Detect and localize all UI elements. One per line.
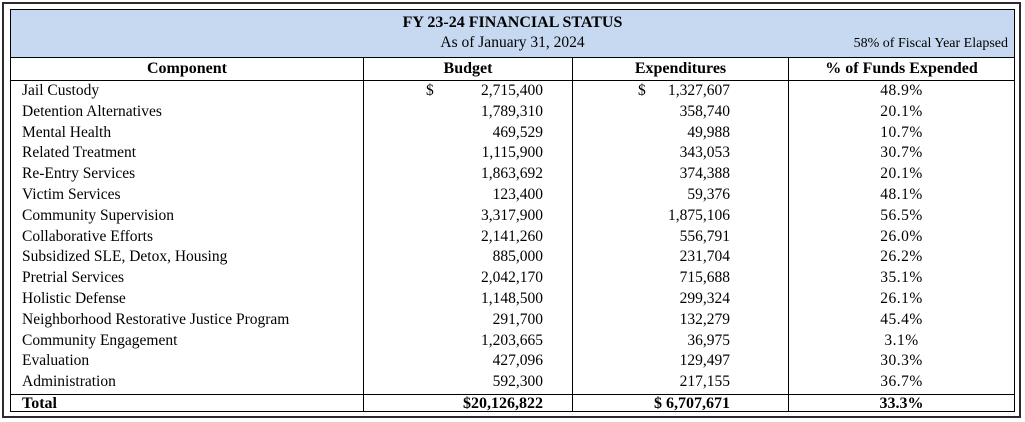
total-row	[11, 394, 1014, 413]
cell-pct-expended: 30.7%	[880, 144, 923, 162]
table-row	[11, 227, 1014, 248]
cell-component: Collaborative Efforts	[22, 227, 154, 245]
column-header-pct-expended: % of Funds Expended	[825, 60, 978, 77]
cell-component: Pretrial Services	[22, 269, 125, 287]
cell-expenditures: 1,327,607	[668, 82, 730, 99]
cell-component: Subsidized SLE, Detox, Housing	[22, 248, 228, 266]
table-row	[11, 247, 1014, 268]
total-expenditures: $ 6,707,671	[654, 395, 730, 412]
cell-expenditures: 374,388	[679, 165, 730, 183]
cell-budget: 123,400	[492, 185, 543, 203]
cell-pct-expended: 35.1%	[880, 269, 923, 287]
cell-pct-expended: 56.5%	[880, 206, 923, 224]
table-row	[11, 372, 1014, 393]
total-pct: 33.3%	[879, 395, 924, 412]
table-row	[11, 289, 1014, 310]
cell-expenditures: 231,704	[679, 248, 730, 266]
table-row	[11, 310, 1014, 331]
cell-expenditures: 129,497	[679, 352, 730, 370]
cell-component: Victim Services	[22, 185, 121, 203]
column-header-component: Component	[146, 60, 227, 77]
cell-budget-currency: $	[426, 82, 434, 99]
table-row	[11, 268, 1014, 289]
cell-component: Community Engagement	[22, 331, 178, 349]
table-body	[11, 81, 1014, 393]
cell-component: Detention Alternatives	[22, 102, 162, 120]
cell-component: Community Supervision	[22, 206, 174, 224]
table-subtitle: As of January 31, 2024	[440, 34, 585, 51]
cell-budget: 427,096	[492, 352, 543, 370]
cell-pct-expended: 3.1%	[884, 331, 919, 349]
cell-budget: 2,042,170	[481, 269, 543, 287]
cell-component: Evaluation	[22, 352, 90, 370]
cell-budget: 1,863,692	[481, 165, 543, 183]
table-row	[11, 206, 1014, 227]
cell-budget: 1,115,900	[481, 144, 543, 162]
cell-budget: 885,000	[492, 248, 543, 266]
financial-status-table	[10, 9, 1015, 412]
cell-pct-expended: 45.4%	[880, 310, 923, 328]
column-header-expenditures: Expenditures	[634, 60, 727, 77]
table-frame	[2, 2, 1021, 418]
table-title: FY 23-24 FINANCIAL STATUS	[402, 14, 623, 31]
cell-component: Re-Entry Services	[22, 165, 136, 183]
column-header-budget: Budget	[443, 60, 493, 77]
cell-component: Holistic Defense	[22, 289, 126, 307]
cell-budget: 592,300	[492, 373, 543, 391]
cell-budget: 1,789,310	[481, 102, 543, 120]
table-row	[11, 143, 1014, 164]
total-label: Total	[22, 395, 57, 412]
cell-pct-expended: 48.1%	[880, 185, 923, 203]
fiscal-year-elapsed: 58% of Fiscal Year Elapsed	[853, 36, 1008, 51]
table-header-band	[11, 10, 1014, 58]
cell-pct-expended: 30.3%	[880, 352, 923, 370]
cell-pct-expended: 10.7%	[880, 123, 923, 141]
cell-expenditures: 556,791	[679, 227, 730, 245]
table-row	[11, 185, 1014, 206]
cell-budget: 2,141,260	[481, 227, 543, 245]
cell-expenditures: 358,740	[679, 102, 730, 120]
cell-pct-expended: 26.0%	[880, 227, 923, 245]
cell-component: Neighborhood Restorative Justice Program	[22, 310, 290, 328]
cell-expenditures: 299,324	[679, 289, 730, 307]
table-row	[11, 351, 1014, 372]
cell-pct-expended: 48.9%	[880, 82, 923, 99]
cell-budget: 3,317,900	[481, 206, 543, 224]
cell-pct-expended: 20.1%	[880, 165, 923, 183]
cell-expenditures-currency: $	[638, 82, 646, 99]
cell-expenditures: 132,279	[679, 310, 730, 328]
cell-expenditures: 49,988	[687, 123, 730, 141]
cell-component: Administration	[22, 373, 116, 391]
table-row	[11, 164, 1014, 185]
table-row	[11, 102, 1014, 123]
cell-budget: 1,148,500	[481, 289, 543, 307]
cell-component: Related Treatment	[22, 144, 137, 162]
cell-expenditures: 343,053	[679, 144, 730, 162]
table-row	[11, 123, 1014, 144]
cell-pct-expended: 36.7%	[880, 373, 923, 391]
cell-budget: 1,203,665	[481, 331, 543, 349]
cell-expenditures: 715,688	[679, 269, 730, 287]
cell-budget: 291,700	[492, 310, 543, 328]
table-row	[11, 81, 1014, 102]
cell-pct-expended: 26.1%	[880, 289, 923, 307]
total-budget: $20,126,822	[463, 395, 543, 412]
cell-expenditures: 36,975	[687, 331, 730, 349]
cell-expenditures: 1,875,106	[668, 206, 730, 224]
cell-expenditures: 217,155	[679, 373, 730, 391]
cell-pct-expended: 26.2%	[880, 248, 923, 266]
cell-budget: 469,529	[492, 123, 543, 141]
cell-expenditures: 59,376	[687, 185, 730, 203]
column-headers	[11, 58, 1014, 81]
cell-pct-expended: 20.1%	[880, 102, 923, 120]
cell-component: Jail Custody	[22, 82, 100, 99]
cell-component: Mental Health	[22, 123, 112, 141]
table-row	[11, 331, 1014, 352]
cell-budget: 2,715,400	[481, 82, 543, 99]
